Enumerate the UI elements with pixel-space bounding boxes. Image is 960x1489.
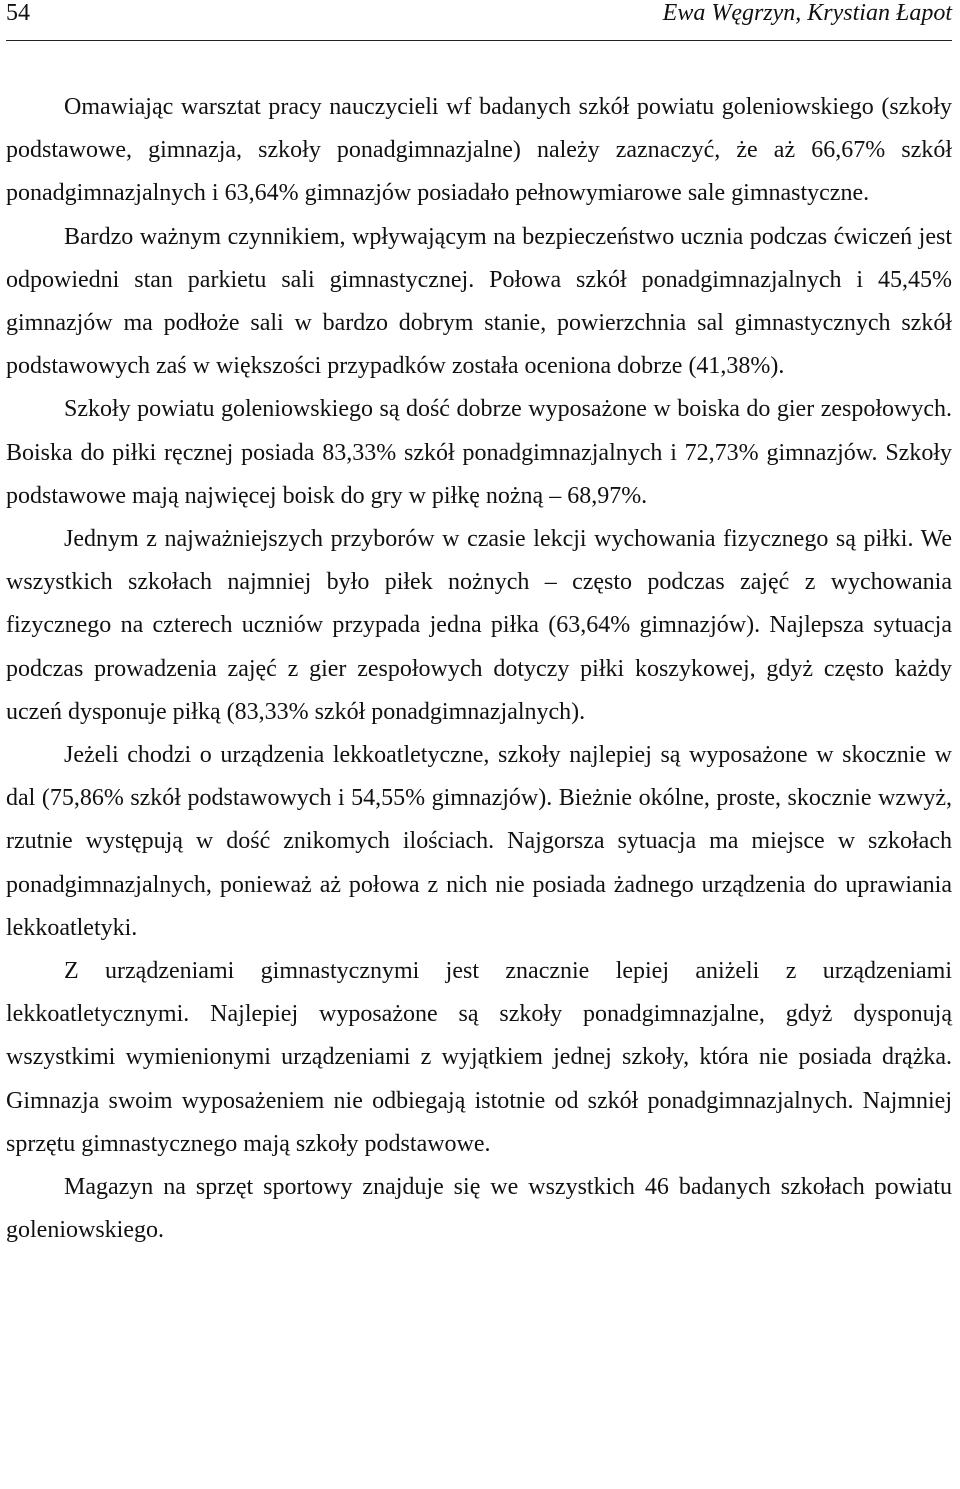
paragraph-sports-halls: Omawiając warsztat pracy nauczycieli wf badanych szkół powiatu goleniowskiego (szkoły podstawowe, gimnazja, szkoły ponadgimnazjalne) należy zaznaczyć, że aż 66,67% szkół ponadgimnazjalnych i 63,64% gimnazjów posiadało pełnowymiarowe sale gimnastyczne.: [6, 94, 952, 207]
paragraph-balls: Jednym z najważniejszych przyborów w czasie lekcji wychowania fizycznego są piłki. We wszystkich szkołach najmniej było piłek nożnych – często podczas zajęć z wychowania fizycznego na czterech uczniów przypada jedna piłka (63,64% gimnazjów). Najlepsza sytuacja podczas prowadzenia zajęć z gier zespołowych dotyczy piłki koszykowej, gdyż często każdy uczeń dysponuje piłką (83,33% szkół ponadgimnazjalnych).: [6, 526, 952, 725]
page-number: 54: [6, 0, 30, 26]
header-authors: Ewa Węgrzyn, Krystian Łapot: [662, 0, 952, 26]
paragraph-athletics-facilities: Jeżeli chodzi o urządzenia lekkoatletyczne, szkoły najlepiej są wyposażone w skocznie w dal (75,86% szkół podstawowych i 54,55% gimnazjów). Bieżnie okólne, proste, skocznie wzwyż, rzutnie występują w dość znikomych ilościach. Najgorsza sytuacja ma miejsce w szkołach ponadgimnazjalnych, ponieważ aż połowa z nich nie posiada żadnego urządzenia do uprawiania lekkoatletyki.: [6, 742, 952, 941]
paragraph-gymnastics-equipment: Z urządzeniami gimnastycznymi jest znacznie lepiej aniżeli z urządzeniami lekkoatletycznymi. Najlepiej wyposażone są szkoły ponadgimnazjalne, gdyż dysponują wszystkimi wymienionymi urządzeniami z wyjątkiem jednej szkoły, która nie posiada drążka. Gimnazja swoim wyposażeniem nie odbiegają istotnie od szkół ponadgimnazjalnych. Najmniej sprzętu gimnastycznego mają szkoły podstawowe.: [6, 958, 952, 1157]
running-head: [6, 0, 952, 41]
paragraph-playing-fields: Szkoły powiatu goleniowskiego są dość dobrze wyposażone w boiska do gier zespołowych. Boiska do piłki ręcznej posiada 83,33% szkół ponadgimnazjalnych i 72,73% gimnazjów. Szkoły podstawowe mają najwięcej boisk do gry w piłkę nożną – 68,97%.: [6, 396, 952, 509]
page: [6, 0, 952, 1252]
body-text: [6, 86, 952, 1252]
paragraph-equipment-storage: Magazyn na sprzęt sportowy znajduje się we wszystkich 46 badanych szkołach powiatu goleniowskiego.: [6, 1174, 952, 1244]
paragraph-gym-floor: Bardzo ważnym czynnikiem, wpływającym na bezpieczeństwo ucznia podczas ćwiczeń jest odpowiedni stan parkietu sali gimnastycznej. Połowa szkół ponadgimnazjalnych i 45,45% gimnazjów ma podłoże sali w bardzo dobrym stanie, powierzchnia sal gimnastycznych szkół podstawowych zaś w większości przypadków została oceniona dobrze (41,38%).: [6, 223, 952, 380]
